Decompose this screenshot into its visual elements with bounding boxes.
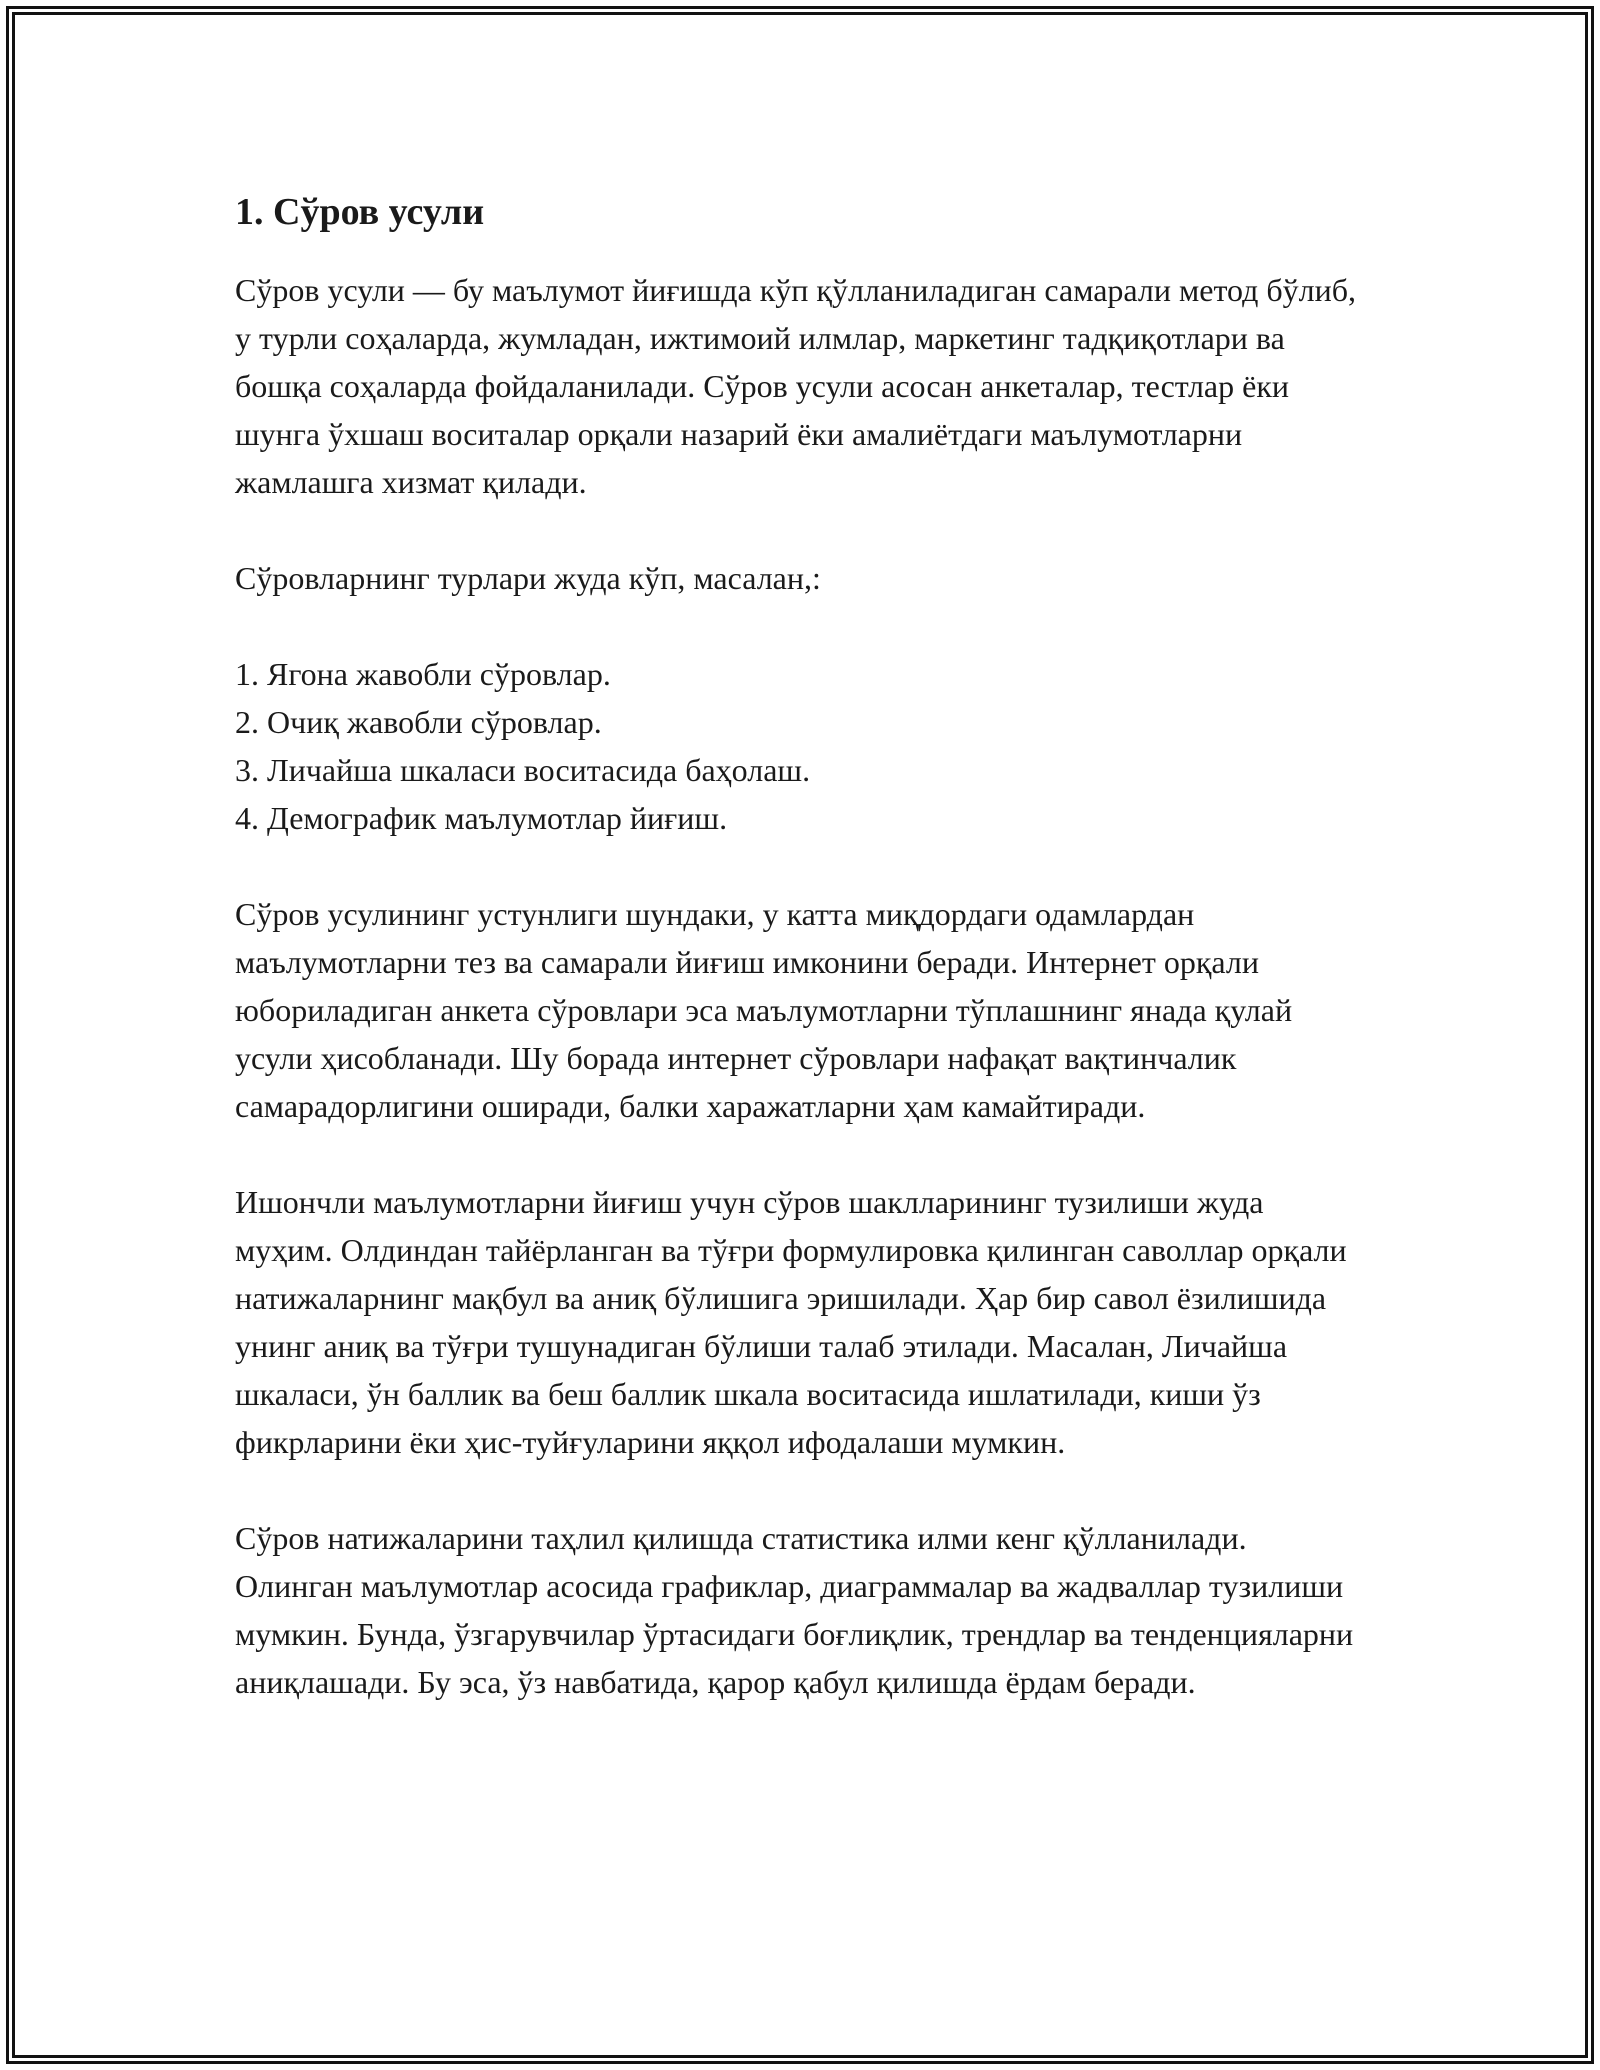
document-body (235, 188, 1365, 1754)
paragraph-structure: Ишончли маълумотларни йиғиш учун сўров шаклларининг тузилиши жуда муҳим. Олдиндан тайёрланган ва тўғри формулировка қилинган саволлар орқали натижаларнинг мақбул ва аниқ бўлишига эришилади. Ҳар бир савол ёзилишида унинг аниқ ва тўғри тушунадиган бўлиши талаб этилади. Масалан, Личайша шкаласи, ўн баллик ва беш баллик шкала воситасида ишлатилади, киши ўз фикрларини ёки ҳис-туйғуларини яққол ифодалаши мумкин. (235, 1184, 1347, 1460)
list-item: 3. Личайша шкаласи воситасида баҳолаш. (235, 752, 811, 788)
paragraph-intro: Сўров усули — бу маълумот йиғишда кўп қўлланиладиган самарали метод бўлиб, у турли соҳаларда, жумладан, ижтимоий илмлар, маркетинг тадқиқотлари ва бошқа соҳаларда фойдаланилади. Сўров усули асосан анкеталар, тестлар ёки шунга ўхшаш воситалар орқали назарий ёки амалиётдаги маълумотларни жамлашга хизмат қилади. (235, 272, 1357, 500)
list-item: 2. Очиқ жавобли сўровлар. (235, 704, 602, 740)
paragraph-advantages: Сўров усулининг устунлиги шундаки, у катта миқдордаги одамлардан маълумотларни тез ва самарали йиғиш имконини беради. Интернет орқали юбориладиган анкета сўровлари эса маълумотларни тўплашнинг янада қулай усули ҳисобланади. Шу борада интернет сўровлари нафақат вақтинчалик самарадорлигини оширади, балки харажатларни ҳам камайтиради. (235, 896, 1293, 1124)
section-heading: 1. Сўров усули (235, 191, 485, 233)
list-item: 1. Ягона жавобли сўровлар. (235, 656, 611, 692)
survey-types-list (235, 650, 1365, 842)
paragraph-types-lead: Сўровларнинг турлари жуда кўп, масалан,: (235, 560, 821, 596)
list-item: 4. Демографик маълумотлар йиғиш. (235, 800, 728, 836)
paragraph-analysis: Сўров натижаларини таҳлил қилишда статистика илми кенг қўлланилади. Олинган маълумотлар асосида графиклар, диаграммалар ва жадваллар тузилиши мумкин. Бунда, ўзгарувчилар ўртасидаги боғлиқлик, трендлар ва тенденцияларни аниқлашади. Бу эса, ўз навбатида, қарор қабул қилишда ёрдам беради. (235, 1520, 1354, 1700)
